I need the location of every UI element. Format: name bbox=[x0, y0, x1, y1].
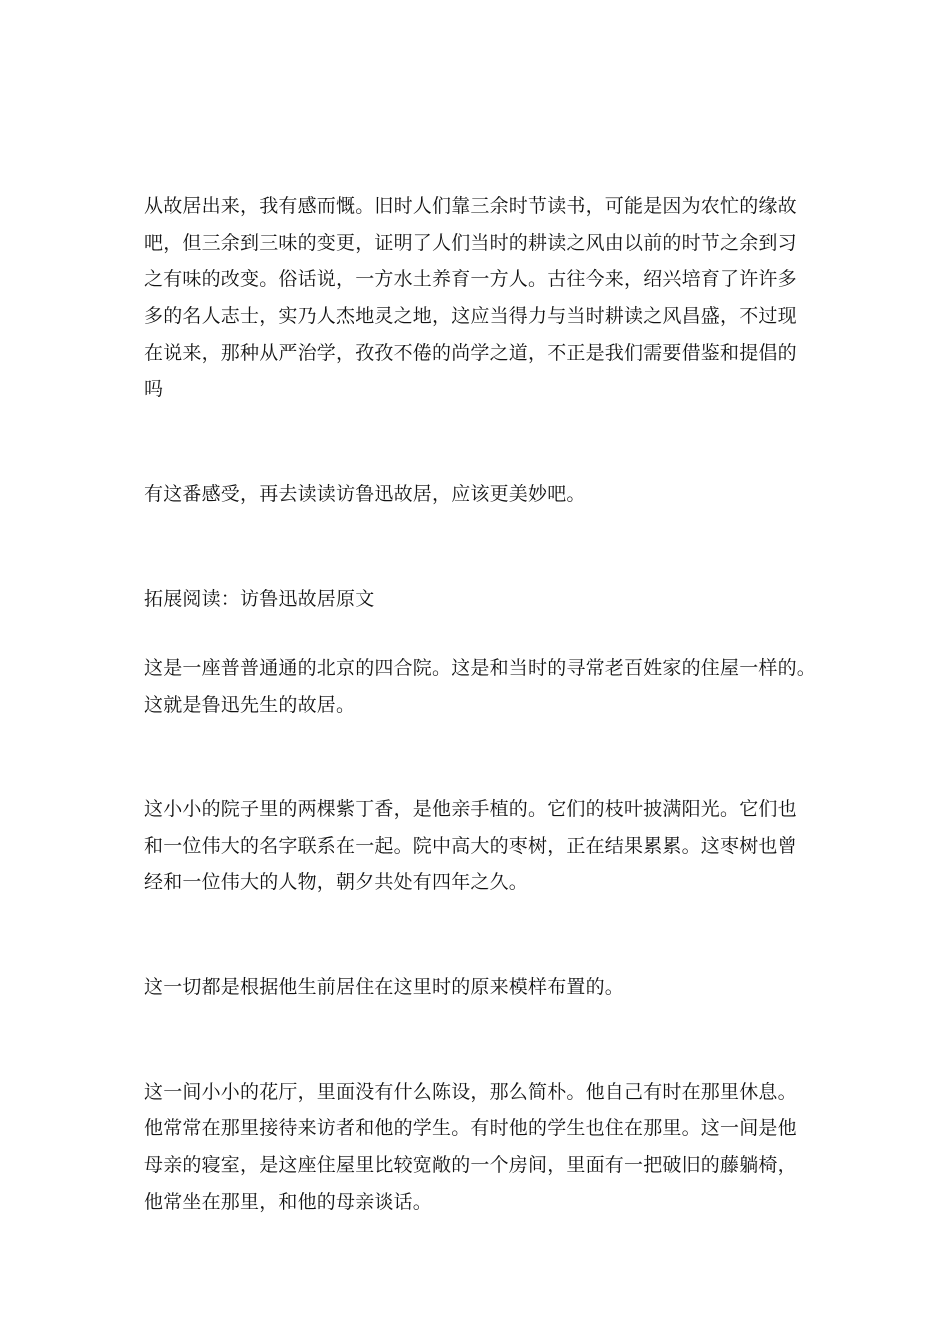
text-line: 这一间小小的花厅，里面没有什么陈设，那么简朴。他自己有时在那里休息。 bbox=[144, 1081, 797, 1103]
text-line: 有这番感受，再去读读访鲁迅故居，应该更美妙吧。 bbox=[144, 483, 586, 505]
text-line: 之有味的改变。俗话说，一方水土养育一方人。古往今来，绍兴培育了许许多 bbox=[144, 268, 797, 290]
text-line: 和一位伟大的名字联系在一起。院中高大的枣树，正在结果累累。这枣树也曾 bbox=[144, 835, 797, 857]
text-line: 母亲的寝室，是这座住屋里比较宽敞的一个房间，里面有一把破旧的藤躺椅， bbox=[144, 1154, 797, 1176]
text-line: 这一切都是根据他生前居住在这里时的原来模样布置的。 bbox=[144, 976, 625, 998]
text-line: 吗 bbox=[144, 378, 164, 400]
text-line: 经和一位伟大的人物，朝夕共处有四年之久。 bbox=[144, 871, 529, 893]
text-line: 这就是鲁迅先生的故居。 bbox=[144, 694, 356, 716]
text-line: 多的名人志士，实乃人杰地灵之地，这应当得力与当时耕读之风昌盛，不过现 bbox=[144, 305, 797, 327]
section-heading: 拓展阅读：访鲁迅故居原文 bbox=[144, 588, 375, 610]
text-line: 他常坐在那里，和他的母亲谈话。 bbox=[144, 1191, 433, 1213]
text-line: 这小小的院子里的两棵紫丁香，是他亲手植的。它们的枝叶披满阳光。它们也 bbox=[144, 798, 797, 820]
text-line: 在说来，那种从严治学，孜孜不倦的尚学之道，不正是我们需要借鉴和提倡的 bbox=[144, 342, 797, 364]
text-line: 他常常在那里接待来访者和他的学生。有时他的学生也住在那里。这一间是他 bbox=[144, 1117, 797, 1139]
text-line: 这是一座普普通通的北京的四合院。这是和当时的寻常老百姓家的住屋一样的。 bbox=[144, 657, 817, 679]
text-line: 吧，但三余到三味的变更，证明了人们当时的耕读之风由以前的时节之余到习 bbox=[144, 232, 797, 254]
text-line: 从故居出来，我有感而慨。旧时人们靠三余时节读书，可能是因为农忙的缘故 bbox=[144, 195, 797, 217]
